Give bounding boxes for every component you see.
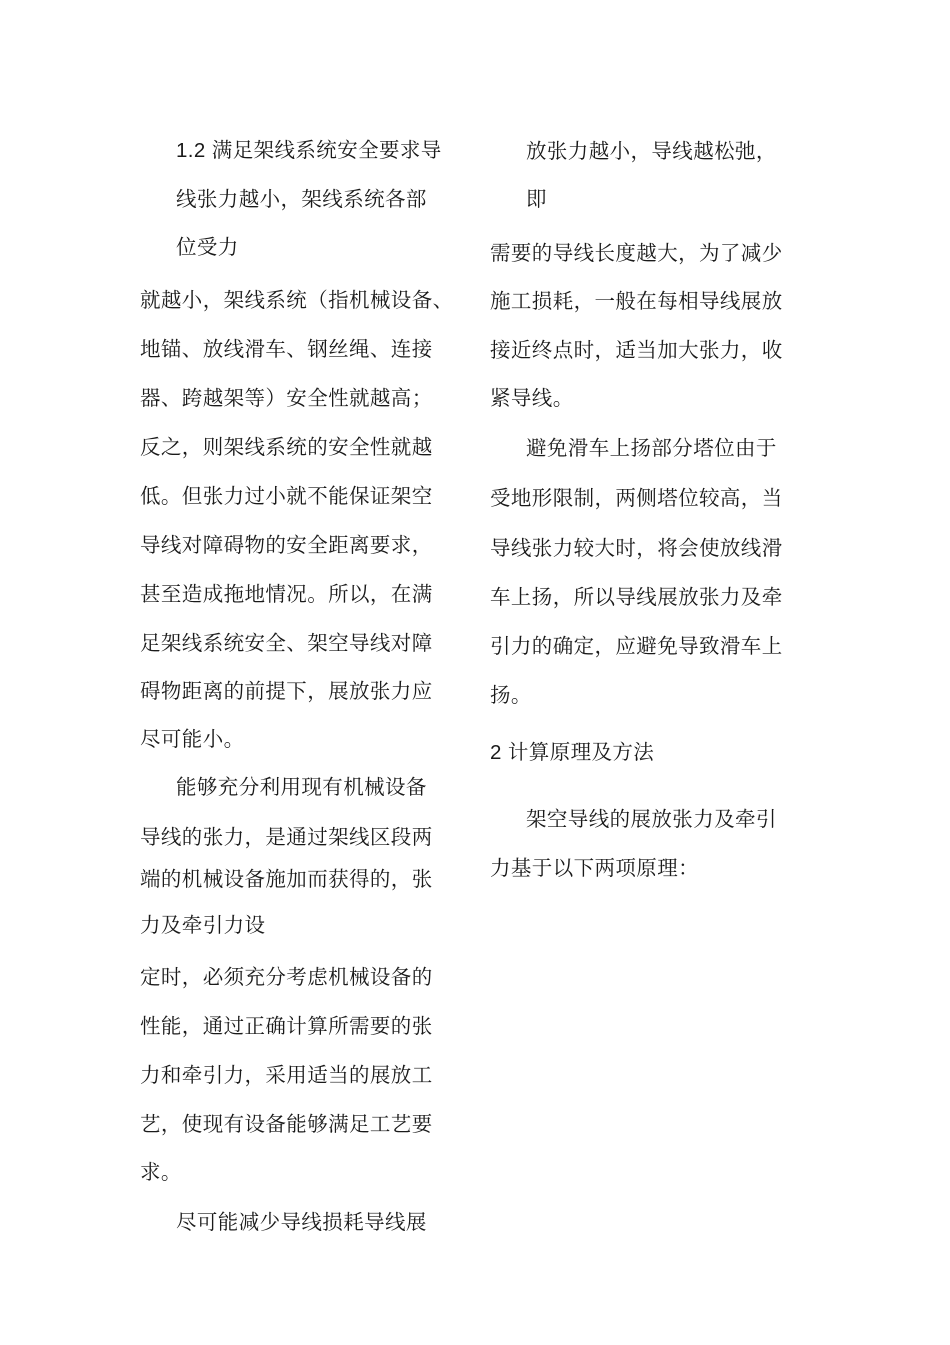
section-heading-2: 2 计算原理及方法	[490, 741, 655, 764]
text-line: 车上扬，所以导线展放张力及牵	[490, 585, 783, 609]
text-line: 反之，则架线系统的安全性就越	[140, 435, 433, 459]
text-line: 器、跨越架等）安全性就越高；	[140, 386, 433, 410]
text-line: 线张力越小，架线系统各部	[176, 187, 427, 211]
text-line: 受地形限制，两侧塔位较高，当	[490, 486, 783, 510]
text-line: 性能，通过正确计算所需要的张	[140, 1014, 433, 1038]
text-line: 放张力越小，导线越松弛，	[526, 139, 777, 163]
text-line: 位受力	[176, 235, 239, 259]
text-line: 低。但张力过小就不能保证架空	[140, 484, 433, 508]
text-line: 尽可能小。	[140, 727, 245, 751]
text-line: 即	[526, 187, 547, 211]
text-line: 就越小，架线系统（指机械设备、	[140, 288, 454, 312]
text-line: 艺，使现有设备能够满足工艺要	[140, 1112, 433, 1136]
text-line: 力及牵引力设	[140, 913, 266, 937]
text-line: 力基于以下两项原理：	[490, 856, 699, 880]
subsection-heading: 尽可能减少导线损耗导线展	[176, 1211, 427, 1234]
text-line: 紧导线。	[490, 386, 574, 410]
text-line: 足架线系统安全、架空导线对障	[140, 631, 433, 655]
text-line: 导线张力较大时，将会使放线滑	[490, 536, 783, 560]
text-line: 架空导线的展放张力及牵引	[526, 807, 777, 831]
text-line: 导线对障碍物的安全距离要求，	[140, 533, 433, 557]
subsection-heading: 能够充分利用现有机械设备	[176, 776, 427, 799]
text-line: 引力的确定，应避免导致滑车上	[490, 634, 783, 658]
text-line: 甚至造成拖地情况。所以，在满	[140, 582, 433, 606]
text-line: 需要的导线长度越大，为了减少	[490, 241, 783, 265]
text-line: 导线的张力，是通过架线区段两	[140, 825, 433, 849]
text-line: 接近终点时，适当加大张力，收	[490, 338, 783, 362]
text-line: 施工损耗，一般在每相导线展放	[490, 289, 783, 313]
text-line: 端的机械设备施加而获得的，张	[140, 867, 433, 891]
text-line: 定时，必须充分考虑机械设备的	[140, 965, 433, 989]
text-line: 碍物距离的前提下，展放张力应	[140, 679, 433, 703]
text-line: 扬。	[490, 683, 532, 707]
section-heading-1-2: 1.2 满足架线系统安全要求导	[176, 139, 442, 162]
text-line: 求。	[140, 1160, 182, 1184]
text-line: 地锚、放线滑车、钢丝绳、连接	[140, 337, 433, 361]
subsection-heading: 避免滑车上扬部分塔位由于	[526, 437, 777, 460]
text-line: 力和牵引力，采用适当的展放工	[140, 1063, 433, 1087]
